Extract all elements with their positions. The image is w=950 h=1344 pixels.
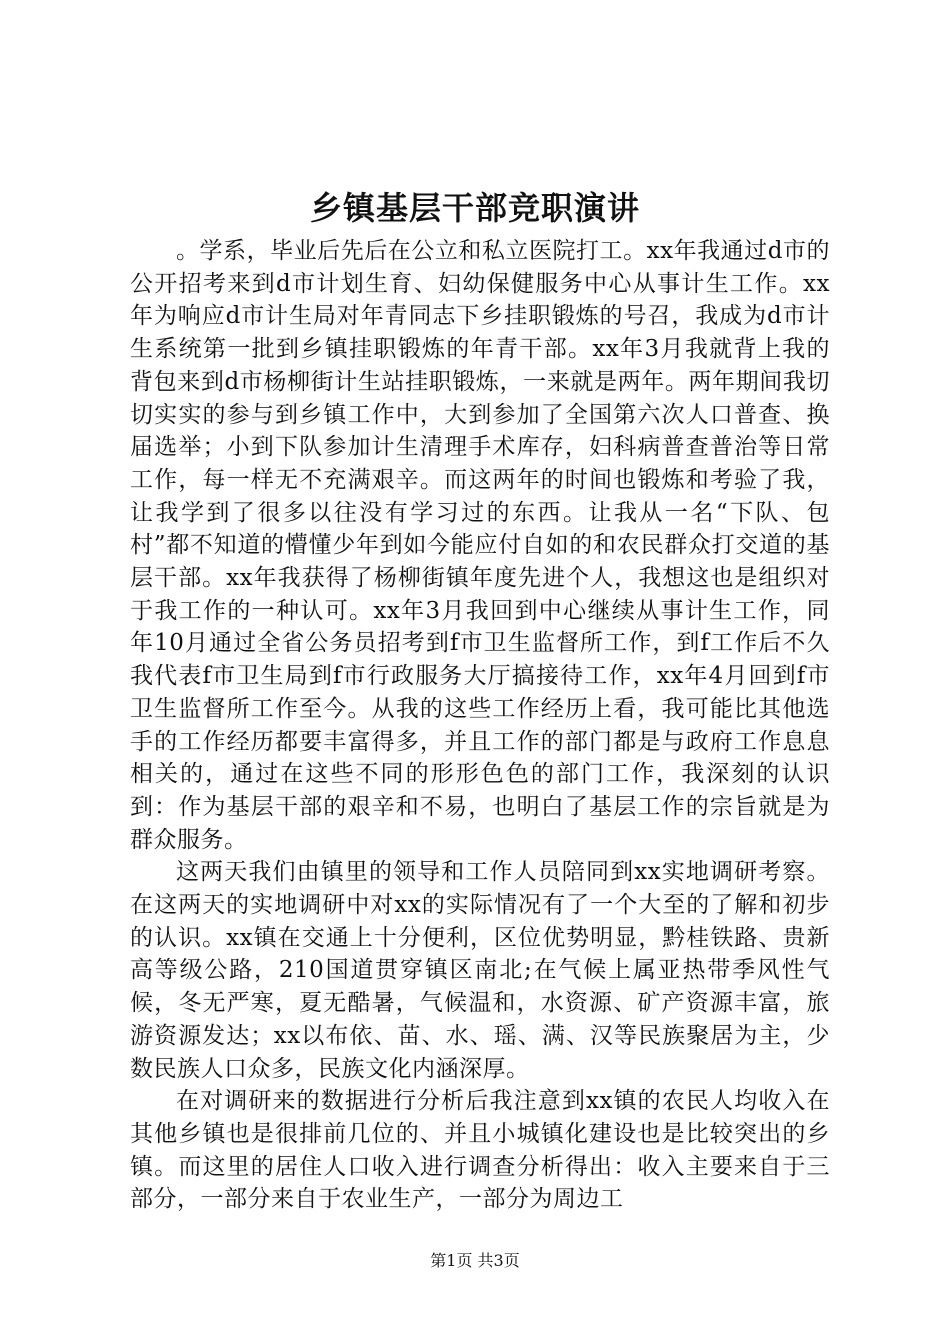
paragraph-3: 在对调研来的数据进行分析后我注意到xx镇的农民人均收入在其他乡镇也是很排前几位的、并且小城镇化建设也是比较突出的乡镇。而这里的居住人口收入进行调查分析得出：收入主要来自于三部分，一部分来自于农业生产，一部分为周边工 <box>130 1088 830 1213</box>
document-body <box>130 235 830 1216</box>
page-footer: 第1页 共3页 <box>430 1251 520 1270</box>
paragraph-2: 这两天我们由镇里的领导和工作人员陪同到xx实地调研考察。在这两天的实地调研中对xx的实际情况有了一个大至的了解和初步的认识。xx镇在交通上十分便利，区位优势明显，黔桂铁路、贵新高等级公路，210国道贯穿镇区南北;在气候上属亚热带季风性气候，冬无严寒，夏无酷暑，气候温和，水资源、矿产资源丰富，旅游资源发达；xx以布依、苗、水、瑶、满、汉等民族聚居为主，少数民族人口众多，民族文化内涵深厚。 <box>130 859 830 1082</box>
paragraph-1: 。学系，毕业后先后在公立和私立医院打工。xx年我通过d市的公开招考来到d市计划生育、妇幼保健服务中心从事计生工作。xx年为响应d市计生局对年青同志下乡挂职锻炼的号召，我成为d市计生系统第一批到乡镇挂职锻炼的年青干部。xx年3月我就背上我的背包来到d市杨柳街计生站挂职锻炼，一来就是两年。两年期间我切切实实的参与到乡镇工作中，大到参加了全国第六次人口普查、换届选举；小到下队参加计生清理手术库存，妇科病普查普治等日常工作，每一样无不充满艰辛。而这两年的时间也锻炼和考验了我，让我学到了很多以往没有学习过的东西。让我从一名“下队、包村”都不知道的懵懂少年到如今能应付自如的和农民群众打交道的基层干部。xx年我获得了杨柳街镇年度先进个人，我想这也是组织对于我工作的一种认可。xx年3月我回到中心继续从事计生工作，同年10月通过全省公务员招考到f市卫生监督所工作，到f工作后不久我代表f市卫生局到f市行政服务大厅搞接待工作，xx年4月回到f市卫生监督所工作至今。从我的这些工作经历上看，我可能比其他选手的工作经历都要丰富得多，并且工作的部门都是与政府工作息息相关的，通过在这些不同的形形色色的部门工作，我深刻的认识到：作为基层干部的艰辛和不易，也明白了基层工作的宗旨就是为群众服务。 <box>130 238 830 853</box>
document-title: 乡镇基层干部竞职演讲 <box>309 189 640 227</box>
